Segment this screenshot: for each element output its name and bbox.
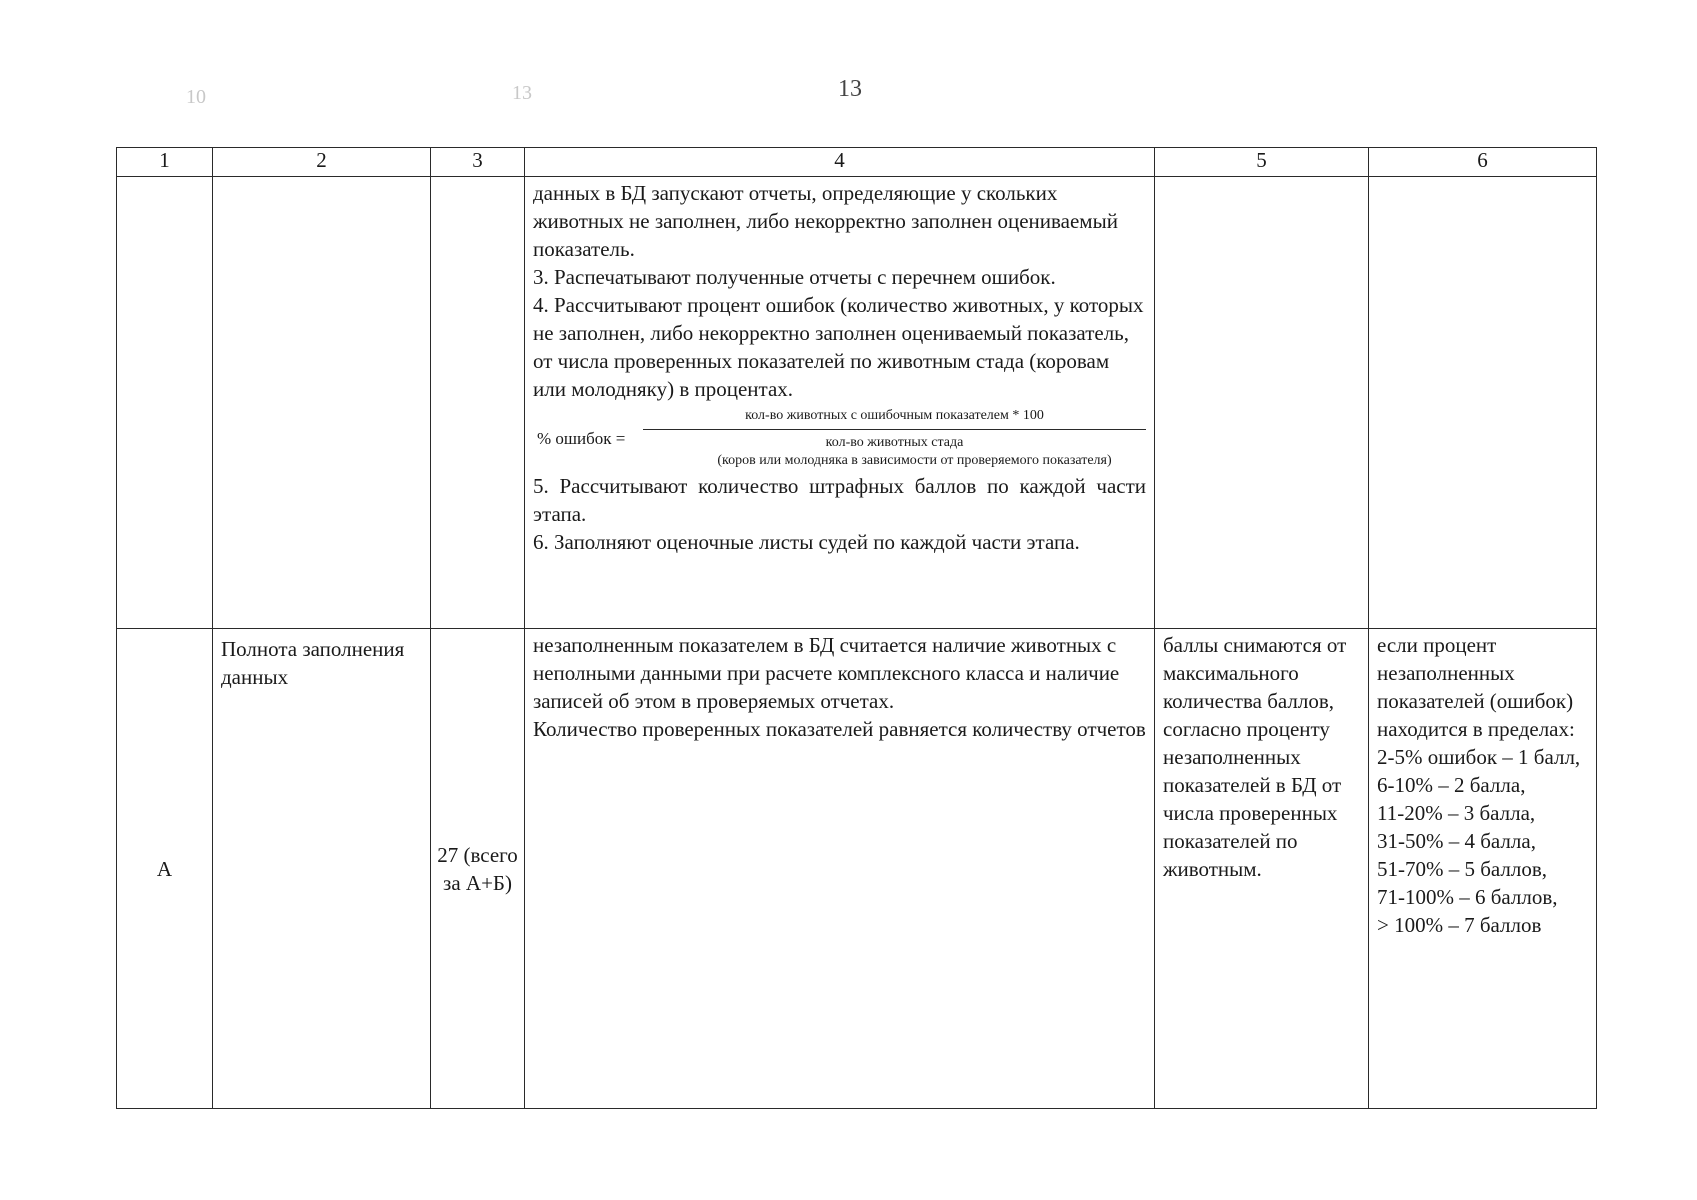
description-line-1: незаполненным показателем в БД считается наличие животных с неполными данными при расчете комплексного класса и наличие записей об этом в проверяемых отчетах. [533,633,1120,713]
header-col-6: 6 [1369,148,1597,177]
cont-col-3 [431,177,525,629]
header-col-2: 2 [213,148,431,177]
criterion-description [525,629,1155,1109]
criterion-letter: А [117,629,213,1109]
cont-col-5 [1155,177,1369,629]
criterion-row-a [117,629,1597,1109]
step-3: 3. Распечатывают полученные отчеты с перечнем ошибок. [533,265,1056,289]
error-percent-formula [533,407,1146,470]
step-text: данных в БД запускают отчеты, определяющие у скольких животных не заполнен, либо некорректно заполнен оцениваемый показатель. [533,181,1118,261]
penalty-scale-item: 2-5% ошибок – 1 балл, [1377,745,1581,769]
penalty-scale-item: 11-20% – 3 балла, [1377,801,1536,825]
step-4: 4. Рассчитывают процент ошибок (количество животных, у которых не заполнен, либо некорректно заполнен оцениваемый показатель, от числа проверенных показателей по животным стада (коровам или молодняку) в процентах. [533,293,1144,401]
penalty-scale [1369,629,1597,1109]
formula-numerator: кол-во животных с ошибочным показателем * 100 [643,407,1146,430]
criteria-table [116,147,1597,1109]
cont-col-1 [117,177,213,629]
header-col-5: 5 [1155,148,1369,177]
penalty-scale-item: > 100% – 7 баллов [1377,913,1542,937]
step-5: 5. Рассчитывают количество штрафных баллов по каждой части этапа. [533,474,1146,526]
continuation-row [117,177,1597,629]
page-number: 13 [838,76,862,102]
formula-fraction [643,407,1146,470]
formula-denominator-note: (коров или молодняка в зависимости от проверяемого показателя) [717,453,1112,468]
penalty-scale-item: 31-50% – 4 балла, [1377,829,1536,853]
formula-lhs: % ошибок = [537,428,626,448]
header-col-1: 1 [117,148,213,177]
procedure-steps-cell [525,177,1155,629]
ghost-mark-left: 10 [186,86,206,108]
scoring-rule: баллы снимаются от максимального количества баллов, согласно проценту незаполненных показателей в БД от числа проверенных показателей по животным. [1155,629,1369,1109]
formula-denominator: кол-во животных стада [825,435,964,450]
header-col-4: 4 [525,148,1155,177]
cont-col-2 [213,177,431,629]
header-col-3: 3 [431,148,525,177]
cont-col-6 [1369,177,1597,629]
penalty-scale-item: 51-70% – 5 баллов, [1377,857,1548,881]
description-line-2: Количество проверенных показателей равняется количеству отчетов [533,717,1146,741]
ghost-mark-mid: 13 [512,82,532,104]
header-row [117,148,1597,177]
criterion-name: Полнота заполнения данных [213,629,431,1109]
max-score: 27 (всего за А+Б) [431,629,525,1109]
penalty-scale-item: 71-100% – 6 баллов, [1377,885,1558,909]
step-6: 6. Заполняют оценочные листы судей по каждой части этапа. [533,530,1080,554]
penalty-scale-intro: если процент незаполненных показателей (ошибок) находится в пределах: [1377,633,1575,741]
penalty-scale-item: 6-10% – 2 балла, [1377,773,1526,797]
